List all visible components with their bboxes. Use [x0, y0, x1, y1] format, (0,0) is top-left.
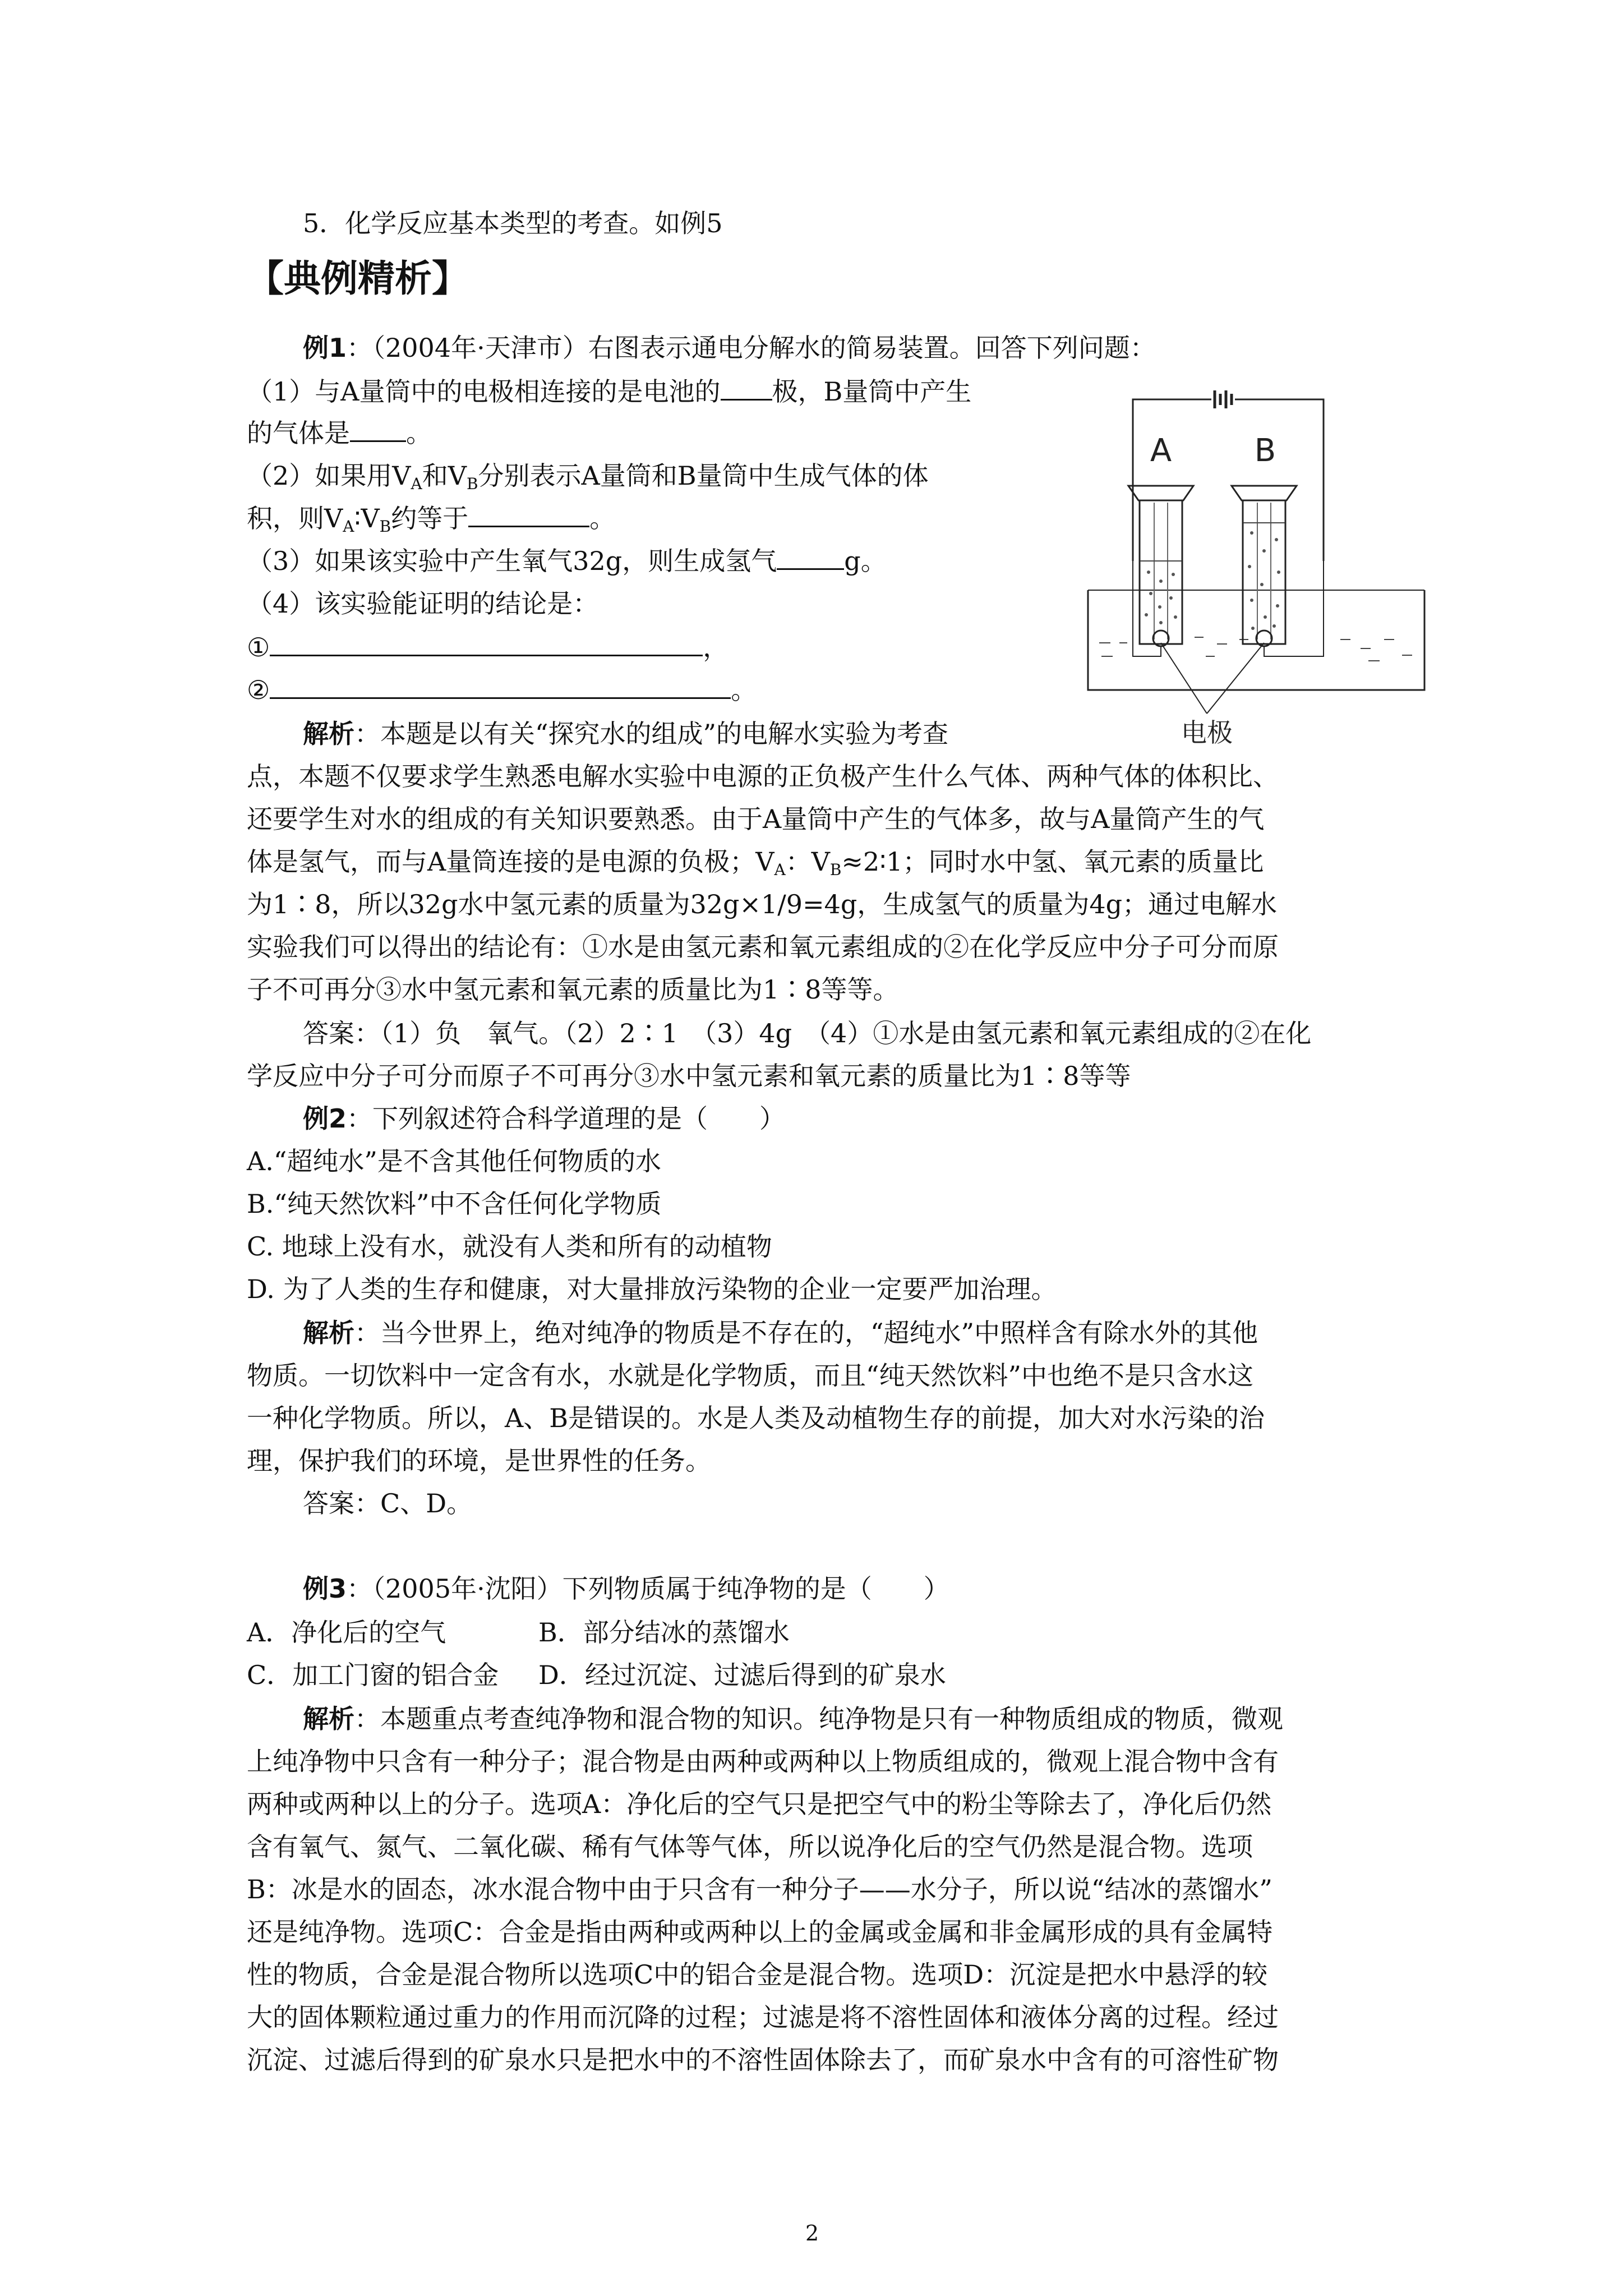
example3-options-row2	[247, 1658, 946, 1692]
example2-option-b: B.“纯天然饮料”中不含任何化学物质	[247, 1189, 662, 1219]
tube-b-label: B	[1254, 432, 1276, 469]
q2-text-1: （2）如果用V	[247, 461, 411, 491]
example3-title	[303, 1572, 949, 1605]
example1-q4-item1	[247, 631, 728, 664]
analysis-label: 解析	[303, 1704, 354, 1734]
analysis-text: ≈2∶1；同时水中氢、氧元素的质量比	[841, 846, 1264, 877]
q2-text-7: 。	[589, 503, 616, 533]
example3-label: 例3	[303, 1573, 347, 1604]
q2-text-6: 约等于	[391, 503, 469, 533]
analysis-text: 体是氢气，而与A量筒连接的是电源的负极；V	[247, 846, 774, 877]
analysis-text: ：当今世界上，绝对纯净的物质是不存在的，“超纯水”中照样含有除水外的其他	[354, 1318, 1258, 1348]
q2-text-2: 和V	[422, 461, 467, 491]
example1-q1-line2	[247, 416, 432, 450]
example3-analysis-line5: B：冰是水的固态，冰水混合物中由于只含有一种分子——水分子，所以说“结冰的蒸馏水”	[247, 1874, 1272, 1904]
electrolysis-apparatus-figure	[1077, 376, 1436, 746]
q1-text-1: （1）与A量筒中的电极相连接的是电池的	[247, 376, 721, 407]
answer-blank	[270, 632, 703, 656]
item-end: 。	[731, 675, 757, 705]
subscript-b: B	[829, 861, 842, 879]
analysis-text: ：本题是以有关“探究水的组成”的电解水实验为考查	[354, 719, 949, 749]
analysis-label: 解析	[303, 719, 354, 749]
electrode-pointer-a	[1161, 643, 1207, 714]
example1-q4: （4）该实验能证明的结论是：	[247, 588, 599, 619]
analysis-label: 解析	[303, 1318, 354, 1348]
example2-label: 例2	[303, 1103, 347, 1134]
wire-right	[1235, 399, 1324, 561]
example3-analysis-line1	[303, 1702, 1283, 1736]
q1-text-4: 。	[406, 418, 432, 448]
example2-option-c: C. 地球上没有水，就没有人类和所有的动植物	[247, 1231, 772, 1262]
example3-option-d: D．经过沉淀、过滤后得到的矿泉水	[538, 1660, 946, 1690]
example3-analysis-line8: 大的固体颗粒通过重力的作用而沉降的过程；过滤是将不溶性固体和液体分离的过程。经过	[247, 2002, 1279, 2032]
example1-analysis-line4	[247, 845, 1264, 878]
example1-answer-line1: 答案：（1）负 氧气。（2）2∶1 （3）4g （4）①水是由氢元素和氧元素组成的②在化	[303, 1018, 1312, 1048]
answer-blank	[350, 418, 406, 442]
example2-analysis-line2: 物质。一切饮料中一定含有水，水就是化学物质，而且“纯天然饮料”中也绝不是只含水这	[247, 1360, 1254, 1391]
q3-text-2: g。	[844, 546, 887, 576]
example3-analysis-line6: 还是纯净物。选项C：合金是指由两种或两种以上的金属或金属和非金属形成的具有金属特	[247, 1917, 1273, 1947]
example3-options-row1	[247, 1616, 790, 1649]
subscript-b: B	[379, 517, 391, 536]
analysis-text: ：V	[785, 846, 830, 877]
q2-text-5: ∶V	[354, 503, 380, 533]
electrode-pointer-b	[1207, 643, 1264, 714]
answer-blank	[721, 376, 772, 401]
answer-blank	[270, 675, 731, 699]
example1-analysis-line1	[303, 717, 948, 751]
analysis-text: ：本题重点考查纯净物和混合物的知识。纯净物是只有一种物质组成的物质，微观	[354, 1704, 1283, 1734]
electrode-label: 电极	[1181, 717, 1233, 746]
wire-left	[1133, 399, 1211, 561]
example1-q2-line2	[247, 501, 615, 535]
answer-blank	[777, 546, 844, 570]
example3-analysis-line7: 性的物质，合金是混合物所以选项C中的铝合金是混合物。选项D：沉淀是把水中悬浮的较	[247, 1959, 1268, 1990]
example3-analysis-line3: 两种或两种以上的分子。选项A：净化后的空气只是把空气中的粉尘等除去了，净化后仍然	[247, 1789, 1272, 1819]
example1-label: 例1	[303, 333, 347, 363]
example3-analysis-line2: 上纯净物中只含有一种分子；混合物是由两种或两种以上物质组成的，微观上混合物中含有	[247, 1746, 1279, 1777]
wire-to-electrode-a	[1133, 561, 1161, 656]
battery-icon	[1215, 390, 1232, 408]
example3-option-c: C．加工门窗的铝合金	[247, 1660, 499, 1690]
example1-analysis-line7: 子不可再分③水中氢元素和氧元素的质量比为1∶8等等。	[247, 974, 899, 1005]
q3-text-1: （3）如果该实验中产生氧气32g，则生成氢气	[247, 546, 777, 576]
example1-q2-line1	[247, 459, 929, 493]
item-marker: ②	[247, 675, 270, 705]
answer-blank	[468, 503, 589, 527]
example3-analysis-line9: 沉淀、过滤后得到的矿泉水只是把水中的不溶性固体除去了，而矿泉水中含有的可溶性矿物	[247, 2045, 1279, 2075]
example2-analysis-line4: 理，保护我们的环境，是世界性的任务。	[247, 1446, 711, 1476]
section-heading: 【典例精析】	[247, 257, 469, 300]
example2-option-d: D. 为了人类的生存和健康，对大量排放污染物的企业一定要严加治理。	[247, 1274, 1057, 1304]
subscript-a: A	[343, 517, 354, 536]
example2-analysis-line1	[303, 1316, 1258, 1350]
example1-title	[303, 331, 1156, 365]
subscript-b: B	[466, 475, 478, 493]
item-marker: ①	[247, 632, 270, 662]
water-surface-marks	[1099, 637, 1412, 661]
q1-text-3: 的气体是	[247, 418, 350, 448]
example2-title-text: ：下列叙述符合科学道理的是（ ）	[347, 1103, 786, 1134]
wire-to-electrode-b	[1264, 561, 1324, 656]
example3-option-a: A．净化后的空气	[247, 1617, 446, 1648]
tube-a	[1128, 486, 1193, 646]
example1-analysis-line6: 实验我们可以得出的结论有：①水是由氢元素和氧元素组成的②在化学反应中分子可分而原	[247, 932, 1279, 962]
example1-answer-line2: 学反应中分子可分而原子不可再分③水中氢元素和氧元素的质量比为1∶8等等	[247, 1061, 1131, 1091]
page-number: 2	[805, 2221, 819, 2246]
example1-title-text: ：（2004年·天津市）右图表示通电分解水的简易装置。回答下列问题：	[347, 333, 1156, 363]
example2-analysis-line3: 一种化学物质。所以，A、B是错误的。水是人类及动植物生存的前提，加大对水污染的治	[247, 1403, 1265, 1433]
intro-item-5: 5．化学反应基本类型的考查。如例5	[303, 208, 723, 238]
example2-title	[303, 1102, 785, 1135]
example2-option-a: A.“超纯水”是不含其他任何物质的水	[247, 1146, 661, 1176]
tube-a-label: A	[1150, 432, 1172, 469]
tube-b	[1232, 486, 1297, 646]
example2-answer: 答案：C、D。	[303, 1488, 473, 1519]
example1-q1-line1	[247, 375, 971, 408]
example3-option-b: B．部分结冰的蒸馏水	[538, 1617, 790, 1648]
example1-analysis-line5: 为1∶8，所以32g水中氢元素的质量为32g×1/9=4g，生成氢气的质量为4g；通过电解水	[247, 889, 1278, 919]
example1-analysis-line2: 点，本题不仅要求学生熟悉电解水实验中电源的正负极产生什么气体、两种气体的体积比、	[247, 761, 1279, 792]
q1-text-2: 极，B量筒中产生	[772, 376, 972, 407]
q2-text-3: 分别表示A量筒和B量筒中生成气体的体	[478, 461, 929, 491]
example1-q3	[247, 544, 887, 578]
example1-analysis-line3: 还要学生对水的组成的有关知识要熟悉。由于A量筒中产生的气体多，故与A量筒产生的气	[247, 804, 1265, 834]
example3-title-text: ：（2005年·沈阳）下列物质属于纯净物的是（ ）	[347, 1573, 949, 1604]
example1-q4-item2	[247, 673, 757, 707]
subscript-a: A	[411, 475, 422, 493]
item-end: ，	[703, 632, 729, 662]
q2-text-4: 积，则V	[247, 503, 343, 533]
subscript-a: A	[774, 861, 786, 879]
example3-analysis-line4: 含有氧气、氮气、二氧化碳、稀有气体等气体，所以说净化后的空气仍然是混合物。选项	[247, 1832, 1253, 1862]
